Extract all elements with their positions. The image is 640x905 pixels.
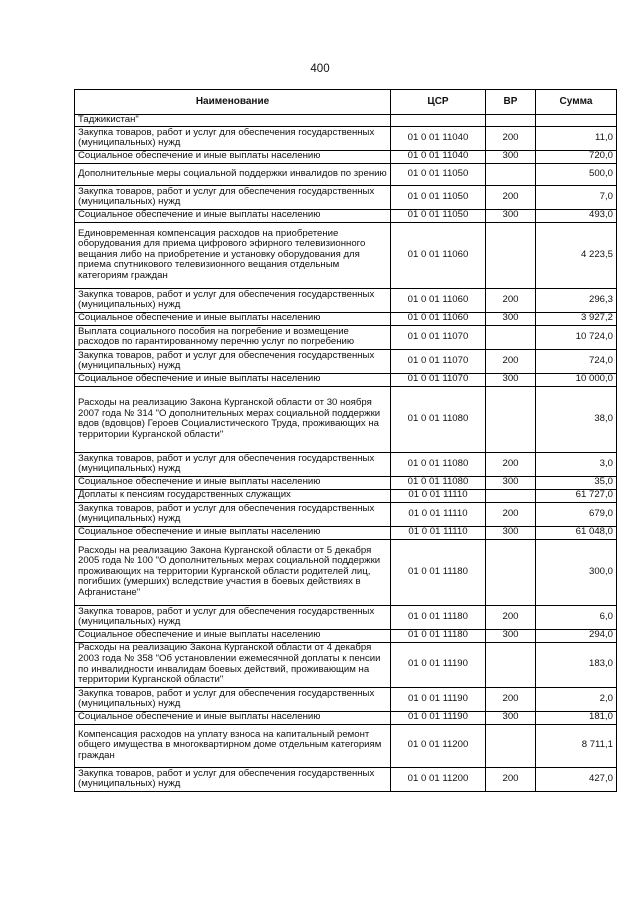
table-row bbox=[75, 489, 617, 502]
row-sum-cell: 296,3 bbox=[536, 288, 617, 312]
row-name-cell: Дополнительные меры социальной поддержки инвалидов по зрению bbox=[75, 163, 391, 185]
table-row bbox=[75, 222, 617, 288]
row-sum-cell: 35,0 bbox=[536, 476, 617, 489]
row-vr-cell: 300 bbox=[486, 209, 536, 222]
row-vr-cell: 200 bbox=[486, 452, 536, 476]
row-name-cell: Доплаты к пенсиям государственных служащих bbox=[75, 489, 391, 502]
row-csr-cell: 01 0 01 11190 bbox=[391, 711, 486, 724]
row-sum-cell: 7,0 bbox=[536, 185, 617, 209]
row-name-cell: Закупка товаров, работ и услуг для обеспечения государственных (муниципальных) нужд bbox=[75, 502, 391, 526]
row-csr-cell: 01 0 01 11070 bbox=[391, 349, 486, 373]
table-row bbox=[75, 605, 617, 629]
row-name-cell: Расходы на реализацию Закона Курганской области от 4 декабря 2003 года № 358 "Об установлении ежемесячной доплаты к пенсии по инвалидности инвалидам боевых действий, проживающим на территории Курганской области" bbox=[75, 642, 391, 687]
row-vr-cell bbox=[486, 222, 536, 288]
row-name-cell: Социальное обеспечение и иные выплаты населению bbox=[75, 476, 391, 489]
row-sum-cell: 427,0 bbox=[536, 767, 617, 791]
table-row bbox=[75, 452, 617, 476]
row-csr-cell: 01 0 01 11200 bbox=[391, 724, 486, 767]
row-sum-cell: 679,0 bbox=[536, 502, 617, 526]
row-vr-cell bbox=[486, 386, 536, 452]
budget-table bbox=[74, 89, 617, 792]
row-vr-cell: 200 bbox=[486, 185, 536, 209]
row-vr-cell bbox=[486, 642, 536, 687]
row-name-cell: Закупка товаров, работ и услуг для обеспечения государственных (муниципальных) нужд bbox=[75, 349, 391, 373]
row-csr-cell: 01 0 01 11050 bbox=[391, 185, 486, 209]
row-sum-cell: 181,0 bbox=[536, 711, 617, 724]
row-vr-cell: 300 bbox=[486, 373, 536, 386]
row-name-cell: Расходы на реализацию Закона Курганской области от 30 ноября 2007 года № 314 "О дополнительных мерах социальной поддержки вдов (вдовцов) Героев Социалистического Труда, проживающих на территории Курганской области" bbox=[75, 386, 391, 452]
row-csr-cell: 01 0 01 11040 bbox=[391, 126, 486, 150]
row-sum-cell: 294,0 bbox=[536, 629, 617, 642]
row-csr-cell: 01 0 01 11050 bbox=[391, 163, 486, 185]
row-sum-cell: 500,0 bbox=[536, 163, 617, 185]
row-sum-cell: 4 223,5 bbox=[536, 222, 617, 288]
row-name-cell: Социальное обеспечение и иные выплаты населению bbox=[75, 629, 391, 642]
table-row bbox=[75, 325, 617, 349]
table-row bbox=[75, 526, 617, 539]
row-vr-cell: 200 bbox=[486, 126, 536, 150]
table-header-row bbox=[75, 90, 617, 115]
row-name-cell: Выплата социального пособия на погребение и возмещение расходов по гарантированному перечню услуг по погребению bbox=[75, 325, 391, 349]
row-vr-cell: 300 bbox=[486, 526, 536, 539]
page-number: 400 bbox=[310, 63, 330, 75]
row-name-cell: Социальное обеспечение и иные выплаты населению bbox=[75, 711, 391, 724]
header-name: Наименование bbox=[75, 90, 391, 115]
table-row bbox=[75, 209, 617, 222]
row-csr-cell: 01 0 01 11110 bbox=[391, 489, 486, 502]
row-csr-cell: 01 0 01 11180 bbox=[391, 539, 486, 605]
table-row bbox=[75, 373, 617, 386]
row-csr-cell: 01 0 01 11110 bbox=[391, 526, 486, 539]
row-name-cell: Закупка товаров, работ и услуг для обеспечения государственных (муниципальных) нужд bbox=[75, 185, 391, 209]
row-vr-cell: 300 bbox=[486, 476, 536, 489]
row-vr-cell bbox=[486, 724, 536, 767]
row-csr-cell: 01 0 01 11180 bbox=[391, 629, 486, 642]
row-vr-cell bbox=[486, 539, 536, 605]
row-csr-cell: 01 0 01 11110 bbox=[391, 502, 486, 526]
row-vr-cell: 300 bbox=[486, 312, 536, 325]
row-vr-cell: 200 bbox=[486, 288, 536, 312]
table-row bbox=[75, 629, 617, 642]
row-sum-cell: 183,0 bbox=[536, 642, 617, 687]
table-row bbox=[75, 386, 617, 452]
row-csr-cell: 01 0 01 11040 bbox=[391, 150, 486, 163]
table-row bbox=[75, 115, 617, 127]
row-sum-cell: 61 727,0 bbox=[536, 489, 617, 502]
row-name-cell: Социальное обеспечение и иные выплаты населению bbox=[75, 312, 391, 325]
row-name-cell: Единовременная компенсация расходов на приобретение оборудования для приема цифрового эфирного телевизионного вещания либо на приобретение и установку оборудования для приема спутникового телевизионного вещания отдельным категориям граждан bbox=[75, 222, 391, 288]
row-sum-cell: 6,0 bbox=[536, 605, 617, 629]
row-csr-cell bbox=[391, 115, 486, 127]
table-row bbox=[75, 126, 617, 150]
row-vr-cell: 300 bbox=[486, 629, 536, 642]
row-sum-cell bbox=[536, 115, 617, 127]
row-sum-cell: 8 711,1 bbox=[536, 724, 617, 767]
row-vr-cell bbox=[486, 115, 536, 127]
row-sum-cell: 300,0 bbox=[536, 539, 617, 605]
row-name-cell: Закупка товаров, работ и услуг для обеспечения государственных (муниципальных) нужд bbox=[75, 767, 391, 791]
row-csr-cell: 01 0 01 11070 bbox=[391, 325, 486, 349]
row-sum-cell: 61 048,0 bbox=[536, 526, 617, 539]
table-row bbox=[75, 711, 617, 724]
table-row bbox=[75, 687, 617, 711]
row-sum-cell: 724,0 bbox=[536, 349, 617, 373]
row-csr-cell: 01 0 01 11080 bbox=[391, 452, 486, 476]
row-vr-cell: 200 bbox=[486, 502, 536, 526]
row-name-cell: Закупка товаров, работ и услуг для обеспечения государственных (муниципальных) нужд bbox=[75, 452, 391, 476]
row-vr-cell: 200 bbox=[486, 687, 536, 711]
row-name-cell: Закупка товаров, работ и услуг для обеспечения государственных (муниципальных) нужд bbox=[75, 288, 391, 312]
row-csr-cell: 01 0 01 11080 bbox=[391, 476, 486, 489]
table-row bbox=[75, 476, 617, 489]
row-vr-cell: 200 bbox=[486, 349, 536, 373]
row-csr-cell: 01 0 01 11060 bbox=[391, 222, 486, 288]
row-sum-cell: 11,0 bbox=[536, 126, 617, 150]
header-vr: ВР bbox=[486, 90, 536, 115]
row-csr-cell: 01 0 01 11060 bbox=[391, 288, 486, 312]
table-row bbox=[75, 163, 617, 185]
row-name-cell: Закупка товаров, работ и услуг для обеспечения государственных (муниципальных) нужд bbox=[75, 687, 391, 711]
row-csr-cell: 01 0 01 11070 bbox=[391, 373, 486, 386]
row-vr-cell bbox=[486, 489, 536, 502]
table-row bbox=[75, 349, 617, 373]
table-row bbox=[75, 150, 617, 163]
row-name-cell: Социальное обеспечение и иные выплаты населению bbox=[75, 373, 391, 386]
header-sum: Сумма bbox=[536, 90, 617, 115]
table-row bbox=[75, 767, 617, 791]
row-vr-cell bbox=[486, 163, 536, 185]
row-csr-cell: 01 0 01 11060 bbox=[391, 312, 486, 325]
row-vr-cell: 200 bbox=[486, 605, 536, 629]
table-row bbox=[75, 539, 617, 605]
table-row bbox=[75, 185, 617, 209]
row-name-cell: Социальное обеспечение и иные выплаты населению bbox=[75, 209, 391, 222]
table-row bbox=[75, 312, 617, 325]
row-name-cell: Закупка товаров, работ и услуг для обеспечения государственных (муниципальных) нужд bbox=[75, 126, 391, 150]
row-name-cell: Расходы на реализацию Закона Курганской области от 5 декабря 2005 года № 100 "О дополнительных мерах социальной поддержки проживающих на территории Курганской области родителей лиц, погибших (умерших) вследствие участия в боевых действиях в Афганистане" bbox=[75, 539, 391, 605]
row-sum-cell: 10 000,0 bbox=[536, 373, 617, 386]
row-vr-cell: 200 bbox=[486, 767, 536, 791]
row-csr-cell: 01 0 01 11050 bbox=[391, 209, 486, 222]
table-row bbox=[75, 288, 617, 312]
row-csr-cell: 01 0 01 11080 bbox=[391, 386, 486, 452]
row-sum-cell: 3,0 bbox=[536, 452, 617, 476]
row-csr-cell: 01 0 01 11190 bbox=[391, 642, 486, 687]
row-name-cell: Социальное обеспечение и иные выплаты населению bbox=[75, 150, 391, 163]
table-row bbox=[75, 502, 617, 526]
row-csr-cell: 01 0 01 11190 bbox=[391, 687, 486, 711]
row-name-cell: Социальное обеспечение и иные выплаты населению bbox=[75, 526, 391, 539]
row-vr-cell: 300 bbox=[486, 711, 536, 724]
row-sum-cell: 3 927,2 bbox=[536, 312, 617, 325]
row-vr-cell: 300 bbox=[486, 150, 536, 163]
row-csr-cell: 01 0 01 11200 bbox=[391, 767, 486, 791]
header-csr: ЦСР bbox=[391, 90, 486, 115]
row-csr-cell: 01 0 01 11180 bbox=[391, 605, 486, 629]
table-row bbox=[75, 642, 617, 687]
row-sum-cell: 493,0 bbox=[536, 209, 617, 222]
row-name-cell: Компенсация расходов на уплату взноса на капитальный ремонт общего имущества в многоквартирном доме отдельным категориям граждан bbox=[75, 724, 391, 767]
row-sum-cell: 2,0 bbox=[536, 687, 617, 711]
row-name-cell: Таджикистан" bbox=[75, 115, 391, 127]
row-name-cell: Закупка товаров, работ и услуг для обеспечения государственных (муниципальных) нужд bbox=[75, 605, 391, 629]
row-sum-cell: 720,0 bbox=[536, 150, 617, 163]
row-sum-cell: 10 724,0 bbox=[536, 325, 617, 349]
row-vr-cell bbox=[486, 325, 536, 349]
row-sum-cell: 38,0 bbox=[536, 386, 617, 452]
table-row bbox=[75, 724, 617, 767]
